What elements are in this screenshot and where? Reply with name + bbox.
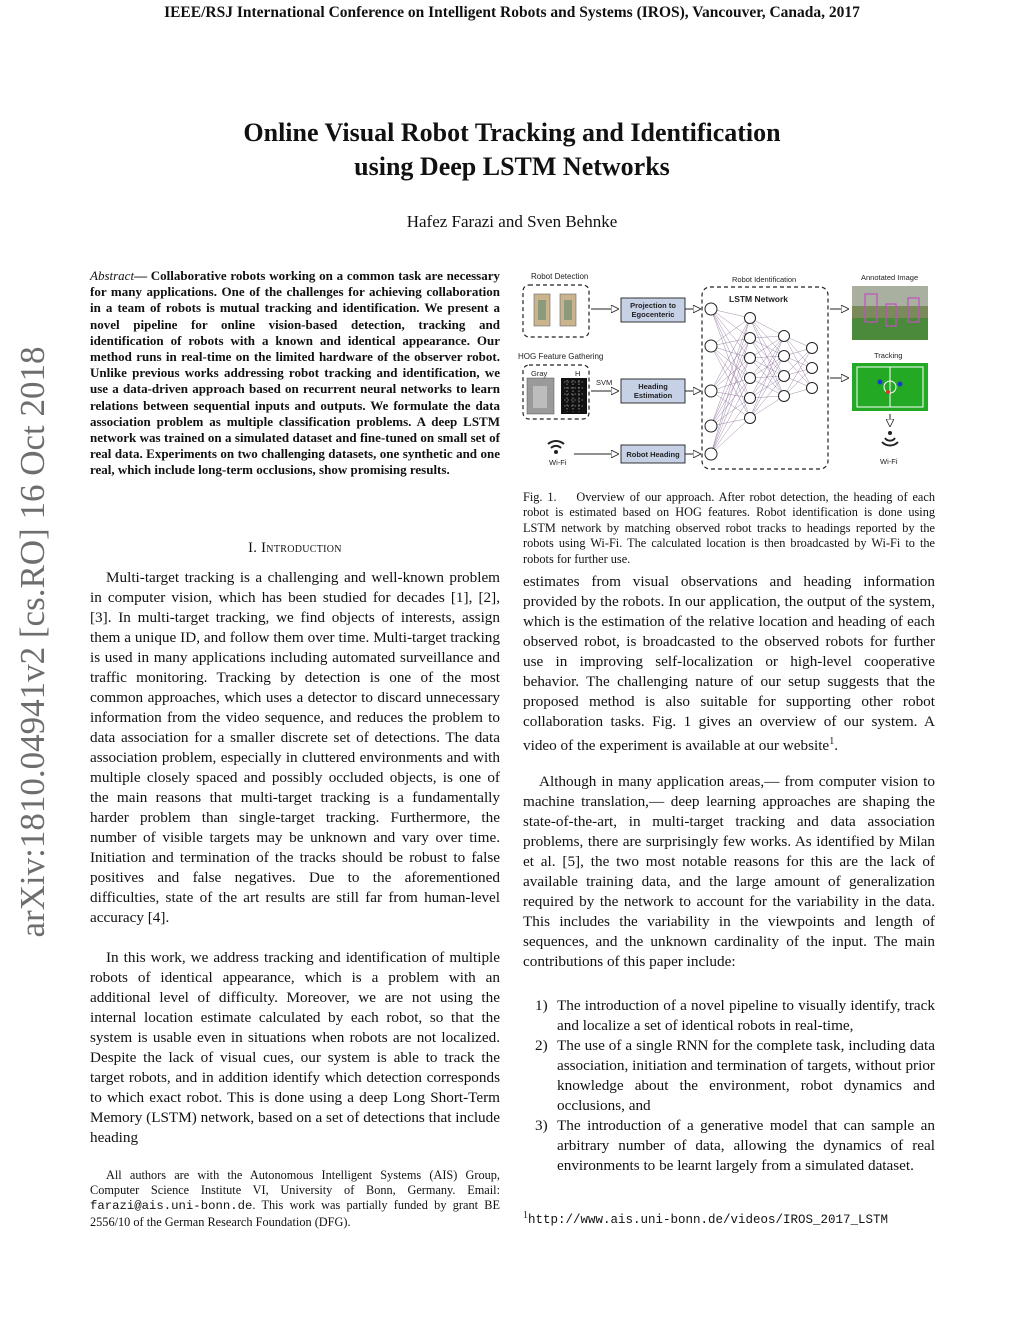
contribution-number: 1)	[535, 997, 548, 1014]
label-hog-feature-gathering: HOG Feature Gathering	[518, 352, 604, 361]
contribution-item	[523, 1036, 935, 1116]
tracked-robot-1	[878, 380, 883, 385]
network-edges	[711, 309, 812, 454]
conference-header: IEEE/RSJ International Conference on Intelligent Robots and Systems (IROS), Vancouver, Canada, 2017	[164, 4, 860, 21]
label-wifi-left: Wi-Fi	[549, 458, 567, 467]
abstract-label: Abstract	[90, 268, 135, 283]
network-node	[779, 371, 790, 382]
video-url-link[interactable]: http://www.ais.uni-bonn.de/videos/IROS_2017_LSTM	[528, 1213, 889, 1228]
label-robot-detection: Robot Detection	[531, 272, 589, 281]
contribution-text: The introduction of a novel pipeline to visually identify, track and localize a set of identical robots in real-time,	[557, 997, 935, 1034]
contributions-list	[523, 996, 935, 1176]
figure-1-caption	[523, 490, 935, 567]
contribution-item	[523, 1116, 935, 1176]
right-paragraph-2: Although in many application areas,— from computer vision to machine translation,— deep learning approaches are shaping the state-of-the-art, in multi-target tracking and data association problems, there are surprisingly few works. As identified by Milan et al. [5], the two most notable reasons for this are the lack of available training data, and the large amount of generalization required by the network to account for the variability in the data. This includes the variability in the viewpoints and length of sequences, and the unknown cardinality of the input. The main contributions of this paper include:	[523, 773, 935, 970]
network-node	[705, 385, 717, 397]
section-numeral: I.	[248, 540, 258, 556]
network-node	[705, 448, 717, 460]
affiliation-text: All authors are with the Autonomous Intelligent Systems (AIS) Group, Computer Science Institute VI, University of Bonn, Germany. Email:	[90, 1168, 500, 1198]
wifi-icon	[548, 441, 564, 454]
robot-heading-label: Robot Heading	[626, 450, 680, 459]
heading-label-1: Heading	[638, 382, 668, 391]
contribution-number: 3)	[535, 1117, 548, 1134]
network-node	[745, 413, 756, 424]
label-wifi-right: Wi-Fi	[880, 457, 898, 466]
contribution-number: 2)	[535, 1037, 548, 1054]
network-node	[745, 353, 756, 364]
network-nodes	[705, 303, 818, 460]
network-node	[779, 391, 790, 402]
network-node	[745, 333, 756, 344]
robot-detection-box	[523, 285, 589, 337]
network-node	[779, 331, 790, 342]
network-edge	[711, 338, 750, 426]
right-paragraph-1	[523, 572, 935, 756]
network-node	[807, 343, 818, 354]
right-paragraph-1-end: .	[834, 737, 838, 755]
right-paragraph-1-text: estimates from visual observations and heading information provided by the robots. In our application, the output of the system, which is the estimation of the relative location and heading of each observed robot, is broadcasted to the observed robots for further use in improving self-localization or high-level cooperative behavior. The challenging nature of our setup suggests that the proposed method is also suitable for supporting other robot collaboration tasks. Fig. 1 gives an overview of our system. A video of the experiment is available at our website	[523, 573, 935, 755]
network-node	[745, 393, 756, 404]
author-email[interactable]: farazi@ais.uni-bonn.de	[90, 1199, 253, 1214]
abstract	[90, 268, 500, 479]
intro-paragraph-2: In this work, we address tracking and identification of multiple robots of identical appearance, which is a problem with an additional level of difficulty. Moreover, we are not using the internal location estimate calculated by each robot, so that the system is usable even in situations when robots are not localized. Despite the lack of visual cues, our system is able to track the target robots, and in addition identify which detection corresponds to which exact robot. This is done using a deep Long Short-Term Memory (LSTM) network, based on a set of detections that include heading	[90, 949, 500, 1146]
robot-1-body	[538, 300, 546, 320]
wifi-broadcast-icon	[882, 431, 898, 445]
network-node	[807, 383, 818, 394]
tracked-robot-2	[898, 382, 903, 387]
tracked-robot-3	[886, 390, 890, 394]
contribution-text: The introduction of a generative model that can sample an arbitrary number of data, allowing the dynamics of real environments to be learnt largely from a simulated dataset.	[557, 1117, 935, 1174]
hog-image	[561, 378, 587, 414]
network-node	[745, 313, 756, 324]
abstract-text: — Collaborative robots working on a common task are necessary for many applications. One of the challenges for achieving collaboration in a team of robots is mutual tracking and identification. We present a novel pipeline for online vision-based detection, tracking and identification of robots with a known and identical appearance. Our method runs in real-time on the limited hardware of the observer robot. Unlike previous works addressing robot tracking and identification, we use a data-driven approach based on recurrent neural networks to learn relations between sequential inputs and outputs. We formulate the data association problem as multiple classification problems. A deep LSTM network was trained on a simulated dataset and fine-tuned on small set of real data. Experiments on two challenging datasets, one synthetic and one real, which include long-term occlusions, show promising results.	[90, 268, 500, 478]
section-heading-introduction	[90, 540, 500, 557]
section-title: Introduction	[261, 540, 342, 556]
figure-1-overview-diagram	[514, 266, 939, 486]
heading-label-2: Estimation	[633, 391, 673, 400]
network-edge	[711, 309, 750, 418]
label-gray: Gray	[531, 369, 548, 378]
network-node	[779, 351, 790, 362]
intro-paragraph-1: Multi-target tracking is a challenging and well-known problem in computer vision, which has been studied for decades [1], [2], [3]. In multi-target tracking, we find objects of interests, assign them a unique ID, and follow them over time. Multi-target tracking is used in many applications including automated surveillance and traffic monitoring. Tracking by detection is one of the most common approaches, which uses a detector to discard unnecessary information from the video sequence, and reduces the problem to data association for a smaller discrete set of detections. The data association problem, especially in cluttered environments and with multiple closely spaced and possibly occluded objects, is one of the main reasons that multi-target tracking is a fundamentally harder problem than single-target tracking. Furthermore, the number of visible targets may be unknown and vary over time. Initiation and termination of the tracks should be robust to false positives and false negatives. Due to the aforementioned difficulties, state of the art results are still far from human-level accuracy [4].	[90, 569, 500, 926]
label-robot-identification: Robot Identification	[732, 275, 797, 284]
label-tracking: Tracking	[874, 351, 903, 360]
arxiv-identifier: arXiv:1810.04941v2 [cs.RO] 16 Oct 2018	[13, 346, 52, 938]
network-node	[705, 340, 717, 352]
network-node	[807, 363, 818, 374]
projection-label-2: Egocenteric	[631, 310, 675, 319]
caption-label: Fig. 1.	[523, 490, 557, 504]
network-node	[745, 373, 756, 384]
caption-text: Overview of our approach. After robot detection, the heading of each robot is estimated based on HOG features. Robot identification is done using LSTM network by matching observed robot tracks to headings reported by the robots using Wi-Fi. The calculated location is then broadcasted by Wi-Fi to the robots for further use.	[523, 490, 935, 566]
annotated-image-field	[852, 318, 928, 340]
funding-text: . This work was partially funded by grant BE 2556/10 of the German Research Foundation (DFG).	[90, 1198, 500, 1229]
title-line-2: using Deep LSTM Networks	[354, 152, 670, 181]
author-affiliation-footnote	[90, 1168, 500, 1230]
footnote-marker[interactable]: 1	[829, 736, 835, 747]
contribution-text: The use of a single RNN for the complete task, including data association, initiation and termination of targets, without prior knowledge about the environment, robot dynamics and occlusions, and	[557, 1037, 935, 1114]
contribution-item	[523, 996, 935, 1036]
robot-2-body	[564, 300, 572, 320]
annotated-image-background	[852, 286, 928, 306]
network-edge	[711, 391, 750, 418]
paper-authors: Hafez Farazi and Sven Behnke	[406, 212, 618, 231]
url-footnote-marker: 1	[523, 1210, 528, 1221]
lstm-network-box	[702, 287, 828, 469]
network-edge	[711, 338, 750, 454]
gray-robot	[533, 386, 547, 408]
label-lstm-network: LSTM Network	[729, 294, 789, 304]
label-annotated-image: Annotated Image	[861, 273, 919, 282]
projection-label-1: Projection to	[630, 301, 676, 310]
title-line-1: Online Visual Robot Tracking and Identification	[243, 118, 781, 147]
label-h: H	[575, 369, 581, 378]
paper-title	[120, 116, 904, 184]
url-footnote	[523, 1210, 935, 1227]
network-node	[705, 303, 717, 315]
network-node	[705, 420, 717, 432]
label-svm: SVM	[596, 378, 613, 387]
